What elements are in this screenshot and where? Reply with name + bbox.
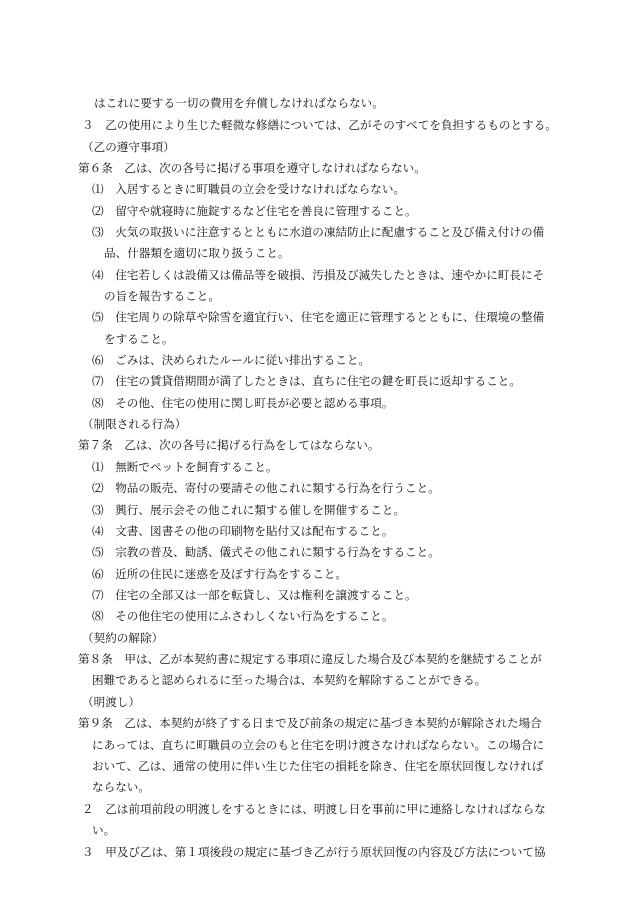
list-item: ⑷ 住宅若しくは設備又は備品等を破損、汚損及び滅失したときは、速やかに町長にそ	[92, 268, 545, 282]
paragraph-line: ３ 甲及び乙は、第１項後段の規定に基づき乙が行う原状回復の内容及び方法について協	[82, 845, 546, 859]
article-line-continued: おいて、乙は、通常の使用に伴い生じた住宅の損耗を除き、住宅を原状回復しなければ	[92, 759, 544, 773]
list-item: ⑸ 住宅周りの除草や除雪を適宜行い、住宅を適正に管理するとともに、住環境の整備	[92, 310, 545, 324]
text-line: ３ 乙の使用により生じた軽微な修繕については、乙がそのすべてを負担するものとする。	[82, 118, 557, 132]
section-heading: （契約の解除）	[82, 631, 164, 645]
list-item: ⑵ 物品の販売、寄付の要請その他これに類する行為を行うこと。	[92, 481, 440, 495]
article-line-continued: ならない。	[92, 780, 150, 794]
list-item: ⑴ 入居するときに町職員の立会を受けなければならない。	[92, 182, 406, 196]
list-item-continued: の旨を報告すること。	[104, 289, 220, 303]
article-line-continued: にあっては、直ちに町職員の立会のもと住宅を明け渡さなければならない。この場合に	[92, 738, 545, 752]
list-item: ⑶ 火気の取扱いに注意するとともに水道の凍結防止に配慮すること及び備え付けの備	[92, 225, 545, 239]
section-heading: （乙の遵守事項）	[82, 140, 175, 154]
list-item-continued: をすること。	[104, 332, 174, 346]
list-item: ⑻ その他、住宅の使用に関し町長が必要と認める事項。	[92, 396, 394, 410]
list-item: ⑹ 近所の住民に迷惑を及ぼす行為をすること。	[92, 567, 348, 581]
list-item: ⑺ 住宅の賃貸借期間が満了したときは、直ちに住宅の鍵を町長に返却すること。	[92, 374, 521, 388]
section-heading: （明渡し）	[82, 695, 140, 709]
section-heading: （制限される行為）	[82, 417, 187, 431]
list-item: ⑻ その他住宅の使用にふさわしくない行為をすること。	[92, 609, 394, 623]
article-line: 第８条 甲は、乙が本契約書に規定する事項に違反した場合及び本契約を継続することが	[78, 652, 542, 666]
list-item: ⑹ ごみは、決められたルールに従い排出すること。	[92, 353, 371, 367]
list-item: ⑶ 興行、展示会その他これに類する催しを開催すること。	[92, 503, 406, 517]
list-item: ⑵ 留守や就寝時に施錠するなど住宅を善良に管理すること。	[92, 204, 417, 218]
article-line: 第９条 乙は、本契約が終了する日まで及び前条の規定に基づき本契約が解除された場合	[78, 716, 542, 730]
article-line-continued: 困難であると認められるに至った場合は、本契約を解除することができる。	[92, 673, 487, 687]
paragraph-line: ２ 乙は前項前段の明渡しをするときには、明渡し日を事前に甲に連絡しなければならな	[82, 802, 546, 816]
list-item: ⑸ 宗教の普及、勧誘、儀式その他これに類する行為をすること。	[92, 545, 440, 559]
article-line: 第６条 乙は、次の各号に掲げる事項を遵守しなければならない。	[78, 161, 426, 175]
list-item: ⑴ 無断でペットを飼育すること。	[92, 460, 278, 474]
list-item: ⑷ 文書、図書その他の印刷物を貼付又は配布すること。	[92, 524, 394, 538]
list-item: ⑺ 住宅の全部又は一部を転貸し、又は権利を譲渡すること。	[92, 588, 417, 602]
text-line: はこれに要する一切の費用を弁償しなければならない。	[94, 96, 384, 110]
article-line: 第７条 乙は、次の各号に掲げる行為をしてはならない。	[78, 438, 380, 452]
paragraph-line-continued: い。	[92, 823, 116, 837]
list-item-continued: 品、什器類を適切に取り扱うこと。	[104, 246, 290, 260]
